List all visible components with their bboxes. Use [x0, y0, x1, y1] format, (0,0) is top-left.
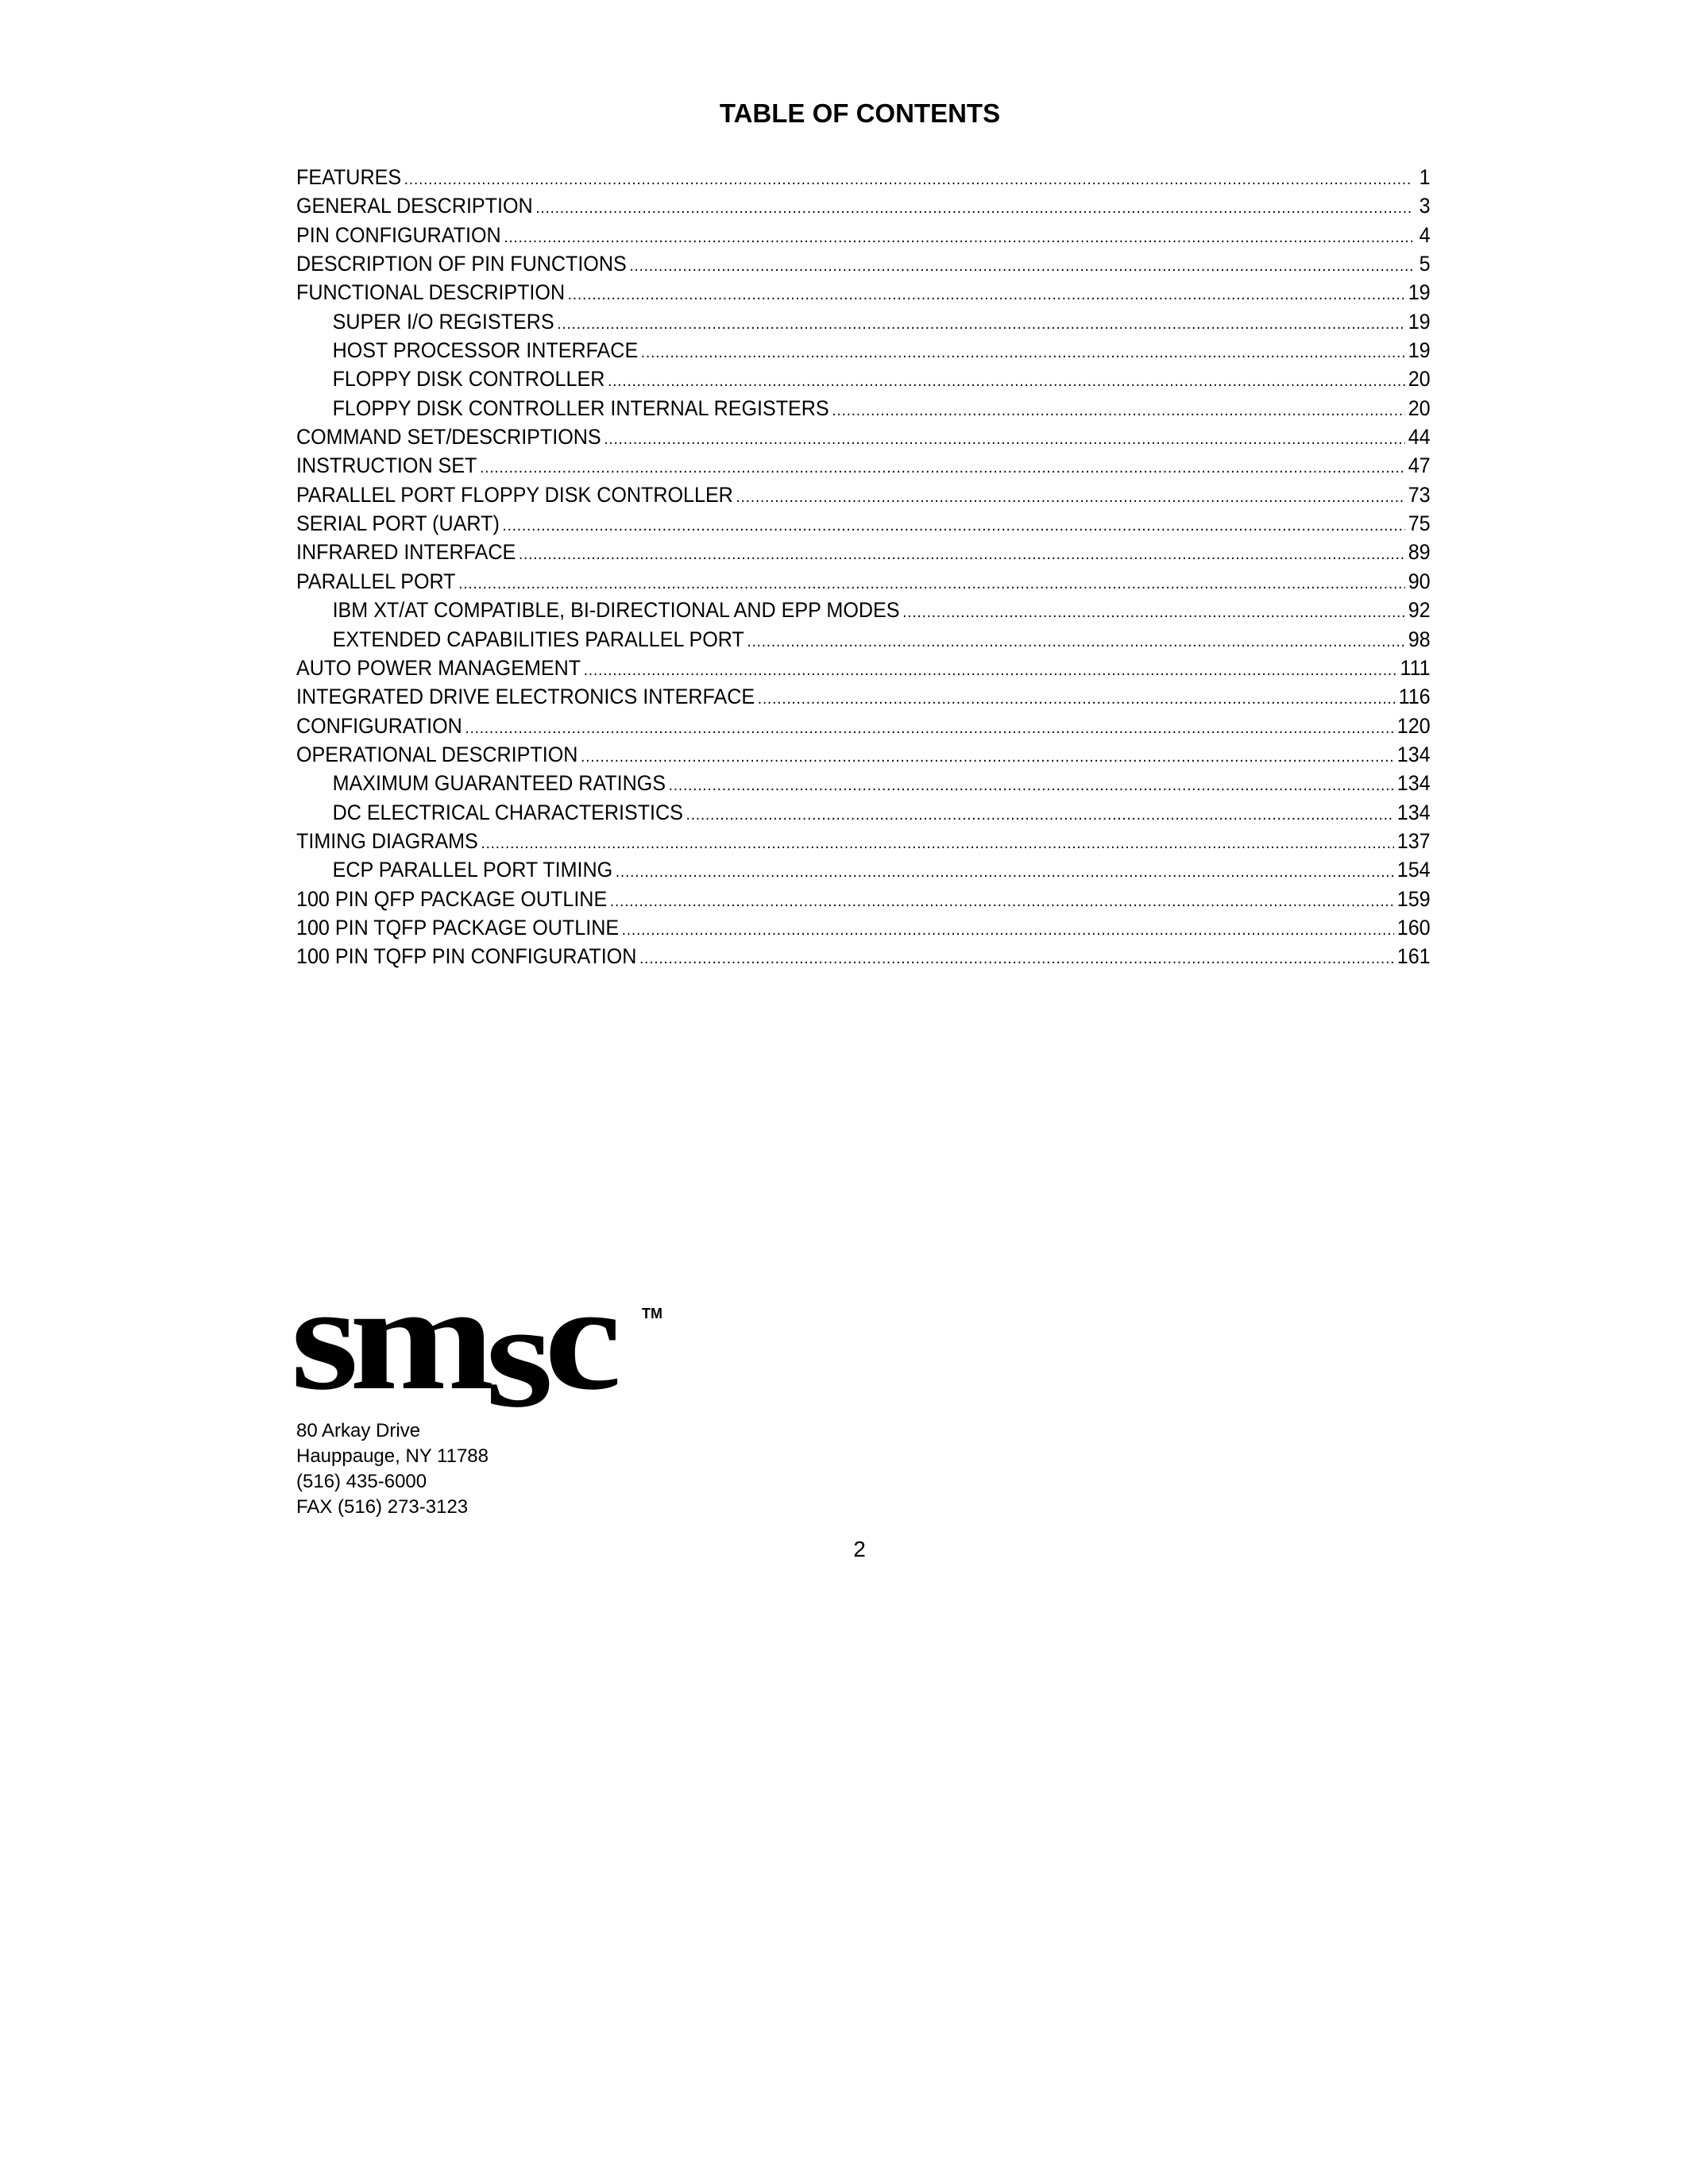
toc-entry-label: PARALLEL PORT FLOPPY DISK CONTROLLER: [296, 482, 733, 507]
toc-entry-page: 134: [1396, 771, 1431, 796]
toc-entry-label: FUNCTIONAL DESCRIPTION: [296, 280, 566, 305]
dot-leader: [519, 538, 1405, 569]
dot-leader: [832, 394, 1405, 425]
dot-leader: [608, 365, 1405, 396]
page-title: TABLE OF CONTENTS: [719, 98, 1001, 128]
dot-leader: [639, 942, 1394, 973]
toc-entry[interactable]: [296, 307, 1431, 336]
toc-entry-page: 134: [1396, 742, 1431, 766]
address-fax: FAX (516) 273-3123: [296, 1496, 469, 1518]
dot-leader: [610, 885, 1394, 916]
toc-entry-label: FLOPPY DISK CONTROLLER INTERNAL REGISTERS: [332, 396, 829, 420]
dot-leader: [736, 480, 1405, 511]
toc-entry-label: PARALLEL PORT: [296, 569, 456, 593]
toc-entry-page: 73: [1408, 482, 1431, 507]
toc-entry-page: 90: [1408, 569, 1431, 593]
toc-entry-page: 134: [1396, 800, 1431, 824]
toc-entry[interactable]: [296, 885, 1431, 913]
toc-entry[interactable]: [296, 336, 1431, 365]
dot-leader: [758, 682, 1396, 713]
toc-entry-page: 154: [1396, 858, 1431, 882]
toc-entry[interactable]: [296, 798, 1431, 827]
company-address: [296, 1418, 489, 1520]
dot-leader: [622, 913, 1394, 944]
dot-leader: [604, 423, 1405, 453]
toc-entry-label: DC ELECTRICAL CHARACTERISTICS: [332, 800, 683, 824]
toc-entry-page: 19: [1408, 338, 1431, 363]
toc-entry[interactable]: [296, 625, 1431, 654]
toc-entry[interactable]: [296, 596, 1431, 624]
dot-leader: [504, 221, 1412, 252]
trademark-symbol: TM: [642, 1306, 662, 1322]
toc-entry-label: INFRARED INTERFACE: [296, 540, 516, 565]
toc-entry-label: PIN CONFIGURATION: [296, 222, 501, 247]
dot-leader: [584, 654, 1397, 685]
toc-entry-label: 100 PIN TQFP PIN CONFIGURATION: [296, 944, 637, 969]
toc-entry-page: 160: [1396, 915, 1431, 940]
table-of-contents: [296, 163, 1431, 971]
address-city: Hauppauge, NY 11788: [296, 1445, 489, 1467]
toc-entry[interactable]: [296, 654, 1431, 682]
toc-entry-page: 111: [1400, 655, 1431, 680]
toc-entry-page: 47: [1408, 453, 1431, 478]
toc-entry[interactable]: [296, 712, 1431, 740]
toc-entry-label: COMMAND SET/DESCRIPTIONS: [296, 425, 601, 450]
toc-entry-label: OPERATIONAL DESCRIPTION: [296, 742, 578, 766]
dot-leader: [503, 509, 1405, 540]
toc-entry[interactable]: [296, 191, 1431, 220]
toc-entry[interactable]: [296, 451, 1431, 480]
logo-letter-s: s: [485, 1272, 537, 1414]
toc-entry[interactable]: [296, 855, 1431, 884]
toc-entry-page: 98: [1408, 627, 1431, 651]
toc-entry-label: 100 PIN TQFP PACKAGE OUTLINE: [296, 915, 620, 940]
toc-entry-label: INSTRUCTION SET: [296, 453, 477, 478]
dot-leader: [686, 798, 1394, 829]
dot-leader: [557, 307, 1405, 338]
toc-entry-label: DESCRIPTION OF PIN FUNCTIONS: [296, 252, 627, 276]
toc-entry[interactable]: [296, 567, 1431, 596]
toc-entry-page: 4: [1419, 222, 1431, 247]
toc-entry[interactable]: [296, 740, 1431, 769]
dot-leader: [535, 191, 1412, 222]
toc-entry-page: 5: [1419, 252, 1431, 276]
page-number: 2: [853, 1537, 866, 1561]
toc-entry[interactable]: [296, 769, 1431, 797]
toc-entry-label: HOST PROCESSOR INTERFACE: [332, 338, 639, 363]
address-phone: (516) 435-6000: [296, 1471, 427, 1492]
dot-leader: [669, 769, 1394, 800]
toc-entry-label: TIMING DIAGRAMS: [296, 828, 478, 853]
toc-entry[interactable]: [296, 278, 1431, 307]
dot-leader: [481, 827, 1394, 858]
toc-entry[interactable]: [296, 221, 1431, 249]
toc-entry-label: FEATURES: [296, 165, 402, 189]
smsc-logo: [291, 1271, 664, 1414]
toc-entry-page: 19: [1408, 280, 1431, 305]
address-street: 80 Arkay Drive: [296, 1420, 421, 1441]
toc-entry-page: 20: [1408, 396, 1431, 420]
logo-letter-c: c: [544, 1271, 604, 1414]
toc-entry-page: 20: [1408, 367, 1431, 392]
toc-entry-label: 100 PIN QFP PACKAGE OUTLINE: [296, 886, 608, 911]
toc-entry-page: 75: [1408, 511, 1431, 536]
toc-entry-page: 92: [1408, 598, 1431, 623]
toc-entry-page: 1: [1419, 165, 1431, 189]
toc-entry[interactable]: [296, 538, 1431, 566]
toc-entry[interactable]: [296, 480, 1431, 509]
toc-entry[interactable]: [296, 163, 1431, 191]
dot-leader: [629, 249, 1412, 280]
toc-entry-label: SERIAL PORT (UART): [296, 511, 500, 536]
toc-entry[interactable]: [296, 509, 1431, 538]
toc-entry-page: 116: [1398, 685, 1431, 709]
dot-leader: [581, 740, 1394, 771]
toc-entry[interactable]: [296, 365, 1431, 393]
toc-entry-page: 3: [1419, 194, 1431, 218]
toc-entry-label: AUTO POWER MANAGEMENT: [296, 655, 581, 680]
toc-entry-page: 159: [1396, 886, 1431, 911]
dot-leader: [465, 712, 1395, 743]
toc-entry-label: GENERAL DESCRIPTION: [296, 194, 533, 218]
dot-leader: [616, 855, 1394, 886]
toc-entry-label: FLOPPY DISK CONTROLLER: [332, 367, 605, 392]
toc-entry-page: 44: [1408, 425, 1431, 450]
dot-leader: [404, 163, 1413, 194]
dot-leader: [480, 451, 1405, 482]
toc-entry[interactable]: [296, 913, 1431, 942]
toc-entry-page: 137: [1396, 828, 1431, 853]
dot-leader: [568, 278, 1405, 309]
dot-leader: [641, 336, 1405, 367]
toc-entry[interactable]: [296, 682, 1431, 711]
toc-entry-label: ECP PARALLEL PORT TIMING: [332, 858, 613, 882]
toc-entry-label: MAXIMUM GUARANTEED RATINGS: [332, 771, 666, 796]
logo-letters-sm: sm: [291, 1271, 460, 1414]
dot-leader: [458, 567, 1405, 598]
svg-text:smsc: [291, 1271, 618, 1414]
toc-entry[interactable]: [296, 249, 1431, 278]
toc-entry-page: 120: [1396, 713, 1431, 738]
toc-entry-label: INTEGRATED DRIVE ELECTRONICS INTERFACE: [296, 685, 755, 709]
toc-entry-label: EXTENDED CAPABILITIES PARALLEL PORT: [332, 627, 744, 651]
toc-entry-label: SUPER I/O REGISTERS: [332, 309, 554, 334]
toc-entry-label: IBM XT/AT COMPATIBLE, BI-DIRECTIONAL AND EPP MODES: [332, 598, 900, 623]
dot-leader: [902, 596, 1405, 627]
toc-entry-page: 19: [1408, 309, 1431, 334]
dot-leader: [747, 625, 1404, 656]
toc-entry[interactable]: [296, 942, 1431, 970]
toc-entry-label: CONFIGURATION: [296, 713, 462, 738]
toc-entry[interactable]: [296, 394, 1431, 423]
toc-entry-page: 161: [1396, 944, 1431, 969]
toc-entry[interactable]: [296, 827, 1431, 855]
toc-entry-page: 89: [1408, 540, 1431, 565]
toc-entry[interactable]: [296, 423, 1431, 451]
